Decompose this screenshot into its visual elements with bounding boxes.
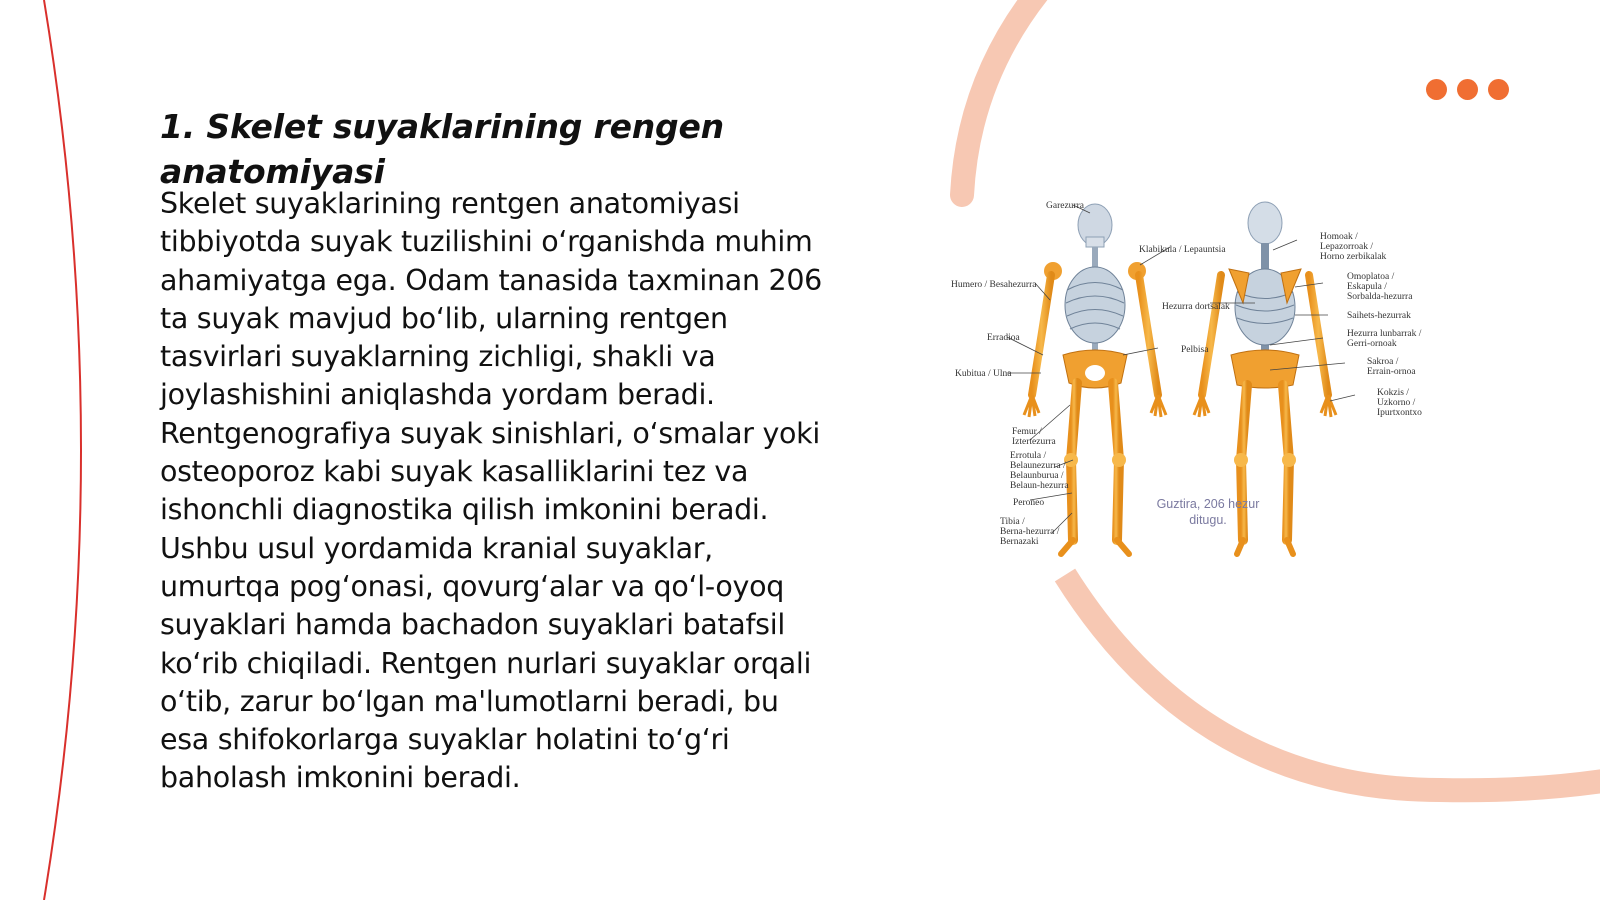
label-hezurra-lunbarrak: Hezurra lunbarrak / Gerri-ornoak — [1347, 329, 1422, 349]
label-homoak: Homoak / Lepazorroak / Horno zerbikalak — [1320, 232, 1387, 262]
dot-icon — [1426, 79, 1447, 100]
dot-icon — [1488, 79, 1509, 100]
label-omoplatoa: Omoplatoa / Eskapula / Sorbalda-hezurra — [1347, 272, 1413, 302]
label-humero: Humero / Besahezurra — [951, 280, 1037, 290]
slide-title: 1. Skelet suyaklarining rengen anatomiyasi — [160, 107, 724, 191]
label-garezurra: Garezurra — [1046, 201, 1084, 211]
dot-icon — [1457, 79, 1478, 100]
label-kokzis: Kokzis / Uzkorno / Ipurtxontxo — [1377, 388, 1422, 418]
label-peroneo: Peroneo — [1013, 498, 1045, 508]
label-tibia: Tibia / Berna-hezurra / Bernazaki — [1000, 517, 1060, 547]
dots-indicator — [1426, 79, 1509, 100]
label-kubitua: Kubitua / Ulna — [955, 369, 1012, 379]
left-curve-line — [44, 0, 81, 900]
label-errotula: Errotula / Belaunezurra / Belaunburua / Belaun-hezurra — [1010, 451, 1069, 491]
peach-arc-top — [962, 0, 1040, 195]
peach-arc-bottom — [1065, 575, 1600, 790]
label-pelbisa: Pelbisa — [1181, 345, 1209, 355]
label-sakroa: Sakroa / Errain-ornoa — [1367, 357, 1416, 377]
label-klabikula: Klabikula / Lepauntsia — [1139, 245, 1226, 255]
slide-body-text: Skelet suyaklarining rentgen anatomiyasi tibbiyotda suyak tuzilishini o‘rganishda muhim ahamiyatga ega. Odam tanasida taxminan 206 ta suyak mavjud bo‘lib, ularning rentgen tasvirlari suyaklarning zichligi, shakli va joylashishini aniqlashda yordam beradi. Rentgenografiya suyak sinishlari, o‘smalar yoki osteoporoz kabi suyak kasalliklarini tez va ishonchli diagnostika qilish imkonini beradi. Ushbu usul yordamida kranial suyaklar, umurtqa pog‘onasi, qovurg‘alar va qo‘l-oyoq suyaklari hamda bachadon suyaklari batafsil ko‘rib chiqiladi. Rentgen nurlari suyaklar orqali o‘tib, zarur bo‘lgan ma'lumotlarni beradi, bu esa shifokorlarga suyaklar holatini to‘g‘ri baholash imkonini beradi. — [160, 187, 822, 795]
label-hezurra-dortsalak: Hezurra dortsalak — [1162, 302, 1230, 312]
label-erradioa: Erradioa — [987, 333, 1020, 343]
label-saihets: Saihets-hezurrak — [1347, 311, 1411, 321]
figure-caption: Guztira, 206 hezur ditugu. — [1156, 497, 1260, 527]
label-femur: Femur / Iztertezurra — [1012, 427, 1056, 447]
